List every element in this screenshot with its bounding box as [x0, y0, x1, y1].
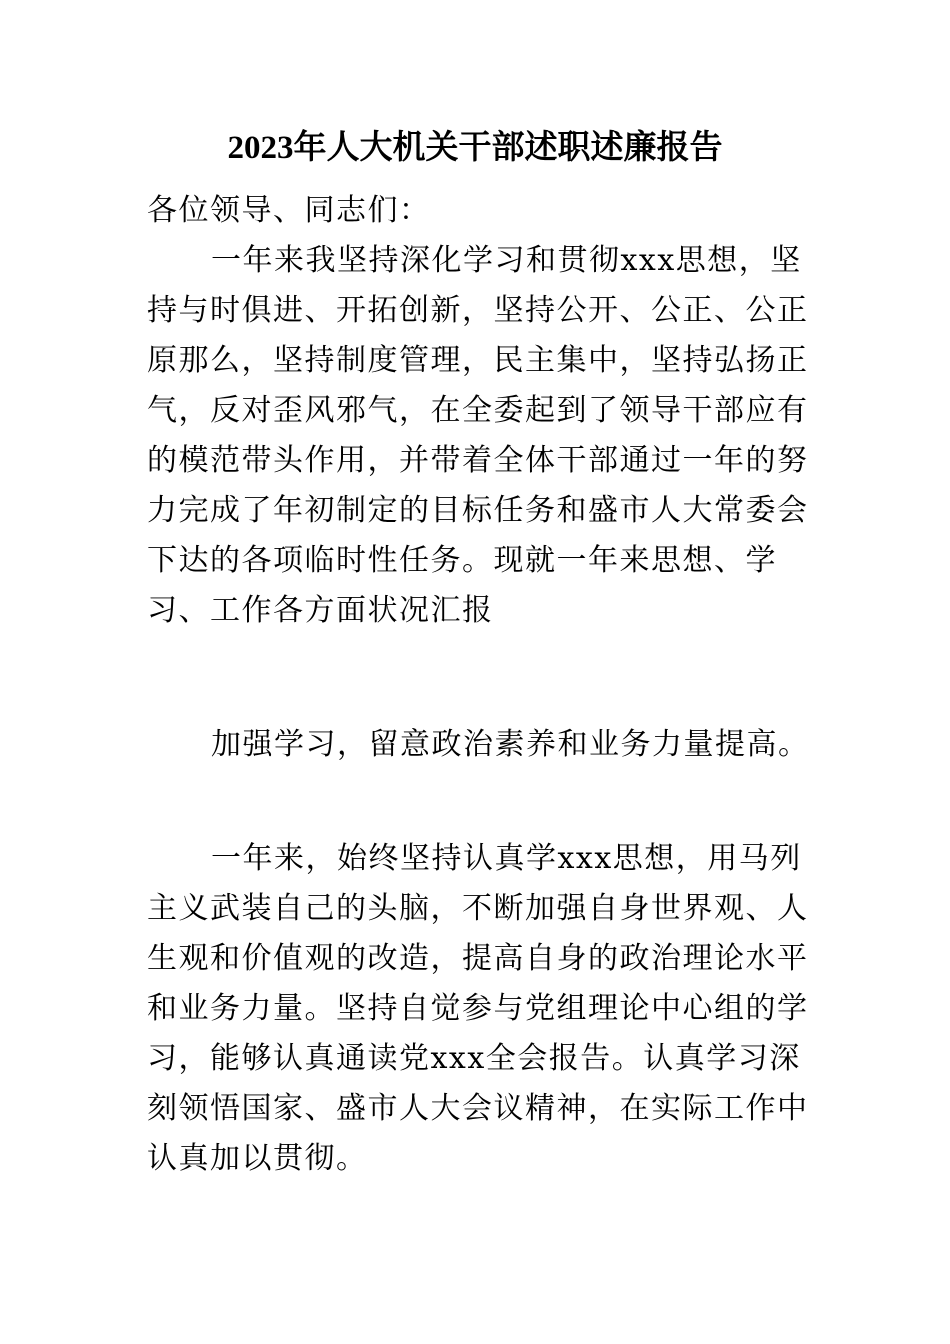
salutation: 各位领导、同志们： — [147, 193, 431, 228]
paragraph-intro: 一年来我坚持深化学习和贯彻xxx思想，坚持与时俱进、开拓创新，坚持公开、公正、公正原那么，坚持制度管理，民主集中，坚持弘扬正气，反对歪风邪气，在全委起到了领导干部应有的模范带头作用，并带着全体干部通过一年的努力完成了年初制定的目标任务和盛市人大常委会下达的各项临时性任务。现就一年来思想、学习、工作各方面状况汇报 — [147, 243, 809, 628]
paragraph-section-heading: 加强学习，留意政治素养和业务力量提高。 — [211, 727, 810, 762]
paragraph-study: 一年来，始终坚持认真学xxx思想，用马列主义武装自己的头脑，不断加强自身世界观、人生观和价值观的改造，提高自身的政治理论水平和业务力量。坚持自觉参与党组理论中心组的学习，能够认真通读党xxx全会报告。认真学习深刻领悟国家、盛市人大会议精神，在实际工作中认真加以贯彻。 — [147, 841, 809, 1176]
document-title: 2023年人大机关干部述职述廉报告 — [227, 130, 723, 166]
